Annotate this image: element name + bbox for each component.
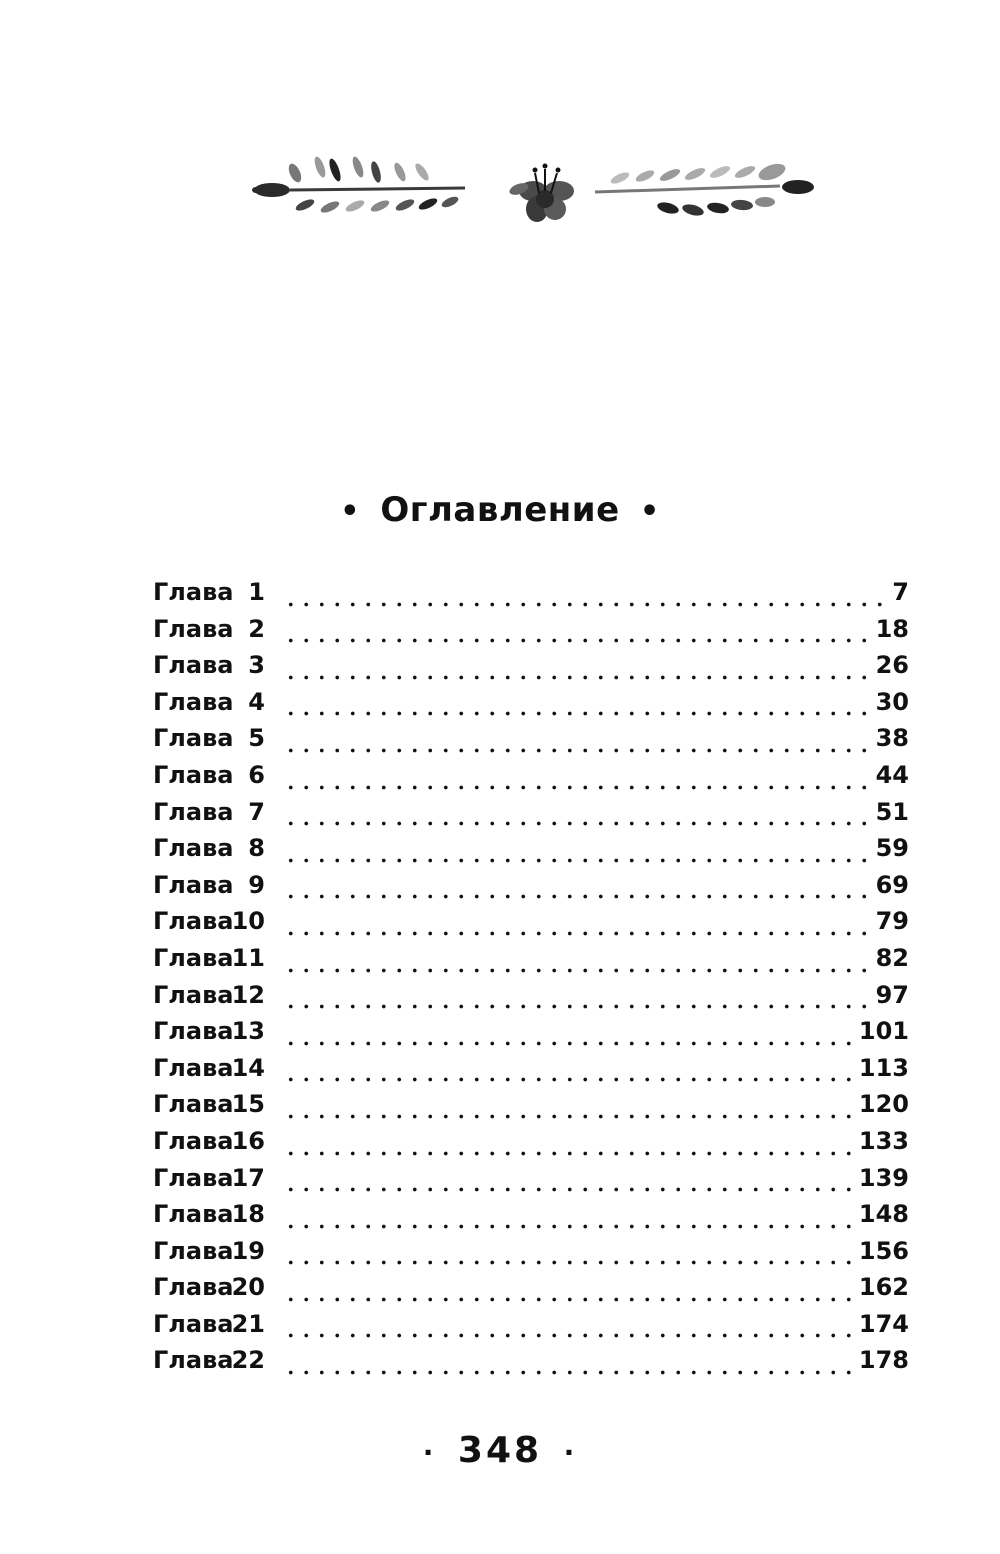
toc-dot-leader: [283, 858, 870, 863]
toc-page-number: 113: [858, 1053, 909, 1082]
toc-entry[interactable]: [153, 651, 909, 688]
toc-chapter-number: 21: [231, 1309, 265, 1338]
footer-bullet-right: ·: [563, 1436, 578, 1469]
toc-chapter-label: [153, 1090, 265, 1118]
toc-chapter-label: [153, 907, 265, 935]
toc-entry[interactable]: [153, 907, 909, 944]
toc-chapter-label: [153, 1200, 265, 1228]
toc-dot-leader: [283, 1187, 853, 1192]
toc-page-number: 51: [875, 797, 909, 826]
toc-entry[interactable]: [153, 724, 909, 761]
toc-chapter-label: [153, 651, 265, 679]
toc-dot-leader: [283, 785, 870, 790]
toc-chapter-label: [153, 1127, 265, 1155]
toc-chapter-word: Глава: [153, 614, 234, 643]
toc-chapter-label: [153, 1346, 265, 1374]
page-number: 348: [457, 1430, 543, 1471]
toc-page-number: 174: [858, 1309, 909, 1338]
toc-chapter-label: [153, 981, 265, 1009]
toc-chapter-label: [153, 578, 265, 606]
toc-entry[interactable]: [153, 1346, 909, 1383]
toc-dot-leader: [283, 968, 870, 973]
toc-chapter-number: 4: [248, 687, 265, 716]
toc-dot-leader: [283, 1151, 853, 1156]
toc-chapter-number: 22: [231, 1346, 265, 1375]
toc-chapter-label: [153, 724, 265, 752]
page-footer: [0, 1430, 1000, 1471]
toc-chapter-number: 17: [231, 1163, 265, 1192]
toc-dot-leader: [283, 1004, 870, 1009]
toc-chapter-number: 19: [231, 1236, 265, 1265]
toc-chapter-word: Глава: [153, 1309, 234, 1338]
toc-chapter-label: [153, 834, 265, 862]
floral-ornament-icon: [250, 150, 815, 240]
toc-entry[interactable]: [153, 1090, 909, 1127]
toc-chapter-word: Глава: [153, 907, 234, 936]
toc-dot-leader: [283, 1370, 853, 1375]
toc-entry[interactable]: [153, 981, 909, 1018]
toc-chapter-number: 10: [231, 907, 265, 936]
toc-heading: [0, 490, 1000, 530]
toc-page-number: 82: [875, 943, 909, 972]
toc-page-number: 148: [858, 1200, 909, 1229]
toc-page-number: 101: [858, 1017, 909, 1046]
heading-bullet-left: •: [340, 494, 360, 529]
toc-chapter-number: 8: [248, 834, 265, 863]
toc-dot-leader: [283, 1224, 853, 1229]
toc-dot-leader: [283, 1114, 853, 1119]
toc-chapter-word: Глава: [153, 980, 234, 1009]
toc-chapter-label: [153, 1164, 265, 1192]
toc-entry[interactable]: [153, 944, 909, 981]
toc-dot-leader: [283, 1041, 853, 1046]
toc-chapter-word: Глава: [153, 1236, 234, 1265]
toc-page-number: 18: [875, 614, 909, 643]
toc-entry[interactable]: [153, 688, 909, 725]
toc-chapter-number: 16: [231, 1126, 265, 1155]
toc-chapter-number: 9: [248, 870, 265, 899]
toc-chapter-word: Глава: [153, 834, 234, 863]
toc-dot-leader: [283, 894, 870, 899]
toc-page-number: 38: [875, 724, 909, 753]
toc-chapter-word: Глава: [153, 870, 234, 899]
toc-page-number: 59: [875, 834, 909, 863]
toc-entry[interactable]: [153, 1164, 909, 1201]
toc-entry[interactable]: [153, 834, 909, 871]
toc-page-number: 139: [858, 1163, 909, 1192]
toc-chapter-label: [153, 798, 265, 826]
toc-chapter-number: 13: [231, 1017, 265, 1046]
toc-dot-leader: [283, 1260, 853, 1265]
toc-chapter-number: 2: [248, 614, 265, 643]
toc-chapter-number: 7: [248, 797, 265, 826]
toc-dot-leader: [283, 821, 870, 826]
toc-chapter-number: 3: [248, 651, 265, 680]
toc-page-number: 69: [875, 870, 909, 899]
toc-chapter-label: [153, 1237, 265, 1265]
toc-chapter-word: Глава: [153, 724, 234, 753]
toc-entry[interactable]: [153, 1054, 909, 1091]
toc-page-number: 156: [858, 1236, 909, 1265]
toc-chapter-word: Глава: [153, 1126, 234, 1155]
toc-chapter-number: 14: [231, 1053, 265, 1082]
toc-page-number: 178: [858, 1346, 909, 1375]
toc-page-number: 26: [875, 651, 909, 680]
toc-entry[interactable]: [153, 615, 909, 652]
toc-chapter-word: Глава: [153, 578, 234, 606]
toc-chapter-word: Глава: [153, 1090, 234, 1119]
toc-chapter-label: [153, 871, 265, 899]
toc-dot-leader: [283, 602, 883, 607]
toc-chapter-number: 18: [231, 1200, 265, 1229]
footer-bullet-left: ·: [422, 1436, 437, 1469]
toc-page-number: 162: [858, 1273, 909, 1302]
toc-chapter-word: Глава: [153, 1163, 234, 1192]
toc-entry[interactable]: [153, 1127, 909, 1164]
toc-dot-leader: [283, 1077, 853, 1082]
toc-chapter-number: 11: [231, 943, 265, 972]
toc-dot-leader: [283, 1297, 853, 1302]
toc-dot-leader: [283, 931, 870, 936]
toc-dot-leader: [283, 675, 870, 680]
heading-bullet-right: •: [640, 494, 660, 529]
toc-chapter-word: Глава: [153, 943, 234, 972]
toc-chapter-number: 5: [248, 724, 265, 753]
toc-title: Оглавление: [380, 490, 620, 530]
toc-entry[interactable]: [153, 1310, 909, 1347]
toc-chapter-number: 12: [231, 980, 265, 1009]
toc-entry[interactable]: [153, 871, 909, 908]
toc-entry[interactable]: [153, 761, 909, 798]
toc-chapter-word: Глава: [153, 797, 234, 826]
toc-page-number: 97: [875, 980, 909, 1009]
toc-chapter-word: Глава: [153, 1273, 234, 1302]
toc-chapter-word: Глава: [153, 1017, 234, 1046]
toc-chapter-label: [153, 1273, 265, 1301]
toc-chapter-word: Глава: [153, 1200, 234, 1229]
toc-entry[interactable]: [153, 1200, 909, 1237]
toc-entry[interactable]: [153, 578, 909, 615]
toc-dot-leader: [283, 638, 870, 643]
toc-dot-leader: [283, 748, 870, 753]
toc-page-number: 133: [858, 1126, 909, 1155]
toc-chapter-word: Глава: [153, 1346, 234, 1375]
toc-page-number: 7: [892, 578, 909, 606]
toc-chapter-label: [153, 944, 265, 972]
toc-chapter-word: Глава: [153, 651, 234, 680]
toc-page-number: 79: [875, 907, 909, 936]
toc-chapter-word: Глава: [153, 760, 234, 789]
toc-chapter-number: 1: [248, 578, 265, 606]
toc-dot-leader: [283, 1333, 853, 1338]
toc-page-number: 44: [875, 760, 909, 789]
toc-entry[interactable]: [153, 1237, 909, 1274]
toc-chapter-label: [153, 688, 265, 716]
toc-chapter-word: Глава: [153, 1053, 234, 1082]
toc-chapter-label: [153, 1054, 265, 1082]
table-of-contents: [153, 578, 909, 1383]
toc-chapter-label: [153, 761, 265, 789]
toc-entry[interactable]: [153, 1017, 909, 1054]
toc-chapter-label: [153, 1310, 265, 1338]
toc-entry[interactable]: [153, 798, 909, 835]
toc-chapter-number: 20: [231, 1273, 265, 1302]
toc-dot-leader: [283, 711, 870, 716]
toc-chapter-word: Глава: [153, 687, 234, 716]
toc-page-number: 30: [875, 687, 909, 716]
toc-chapter-label: [153, 1017, 265, 1045]
toc-chapter-number: 15: [231, 1090, 265, 1119]
toc-page-number: 120: [858, 1090, 909, 1119]
toc-chapter-number: 6: [248, 760, 265, 789]
toc-entry[interactable]: [153, 1273, 909, 1310]
toc-chapter-label: [153, 615, 265, 643]
